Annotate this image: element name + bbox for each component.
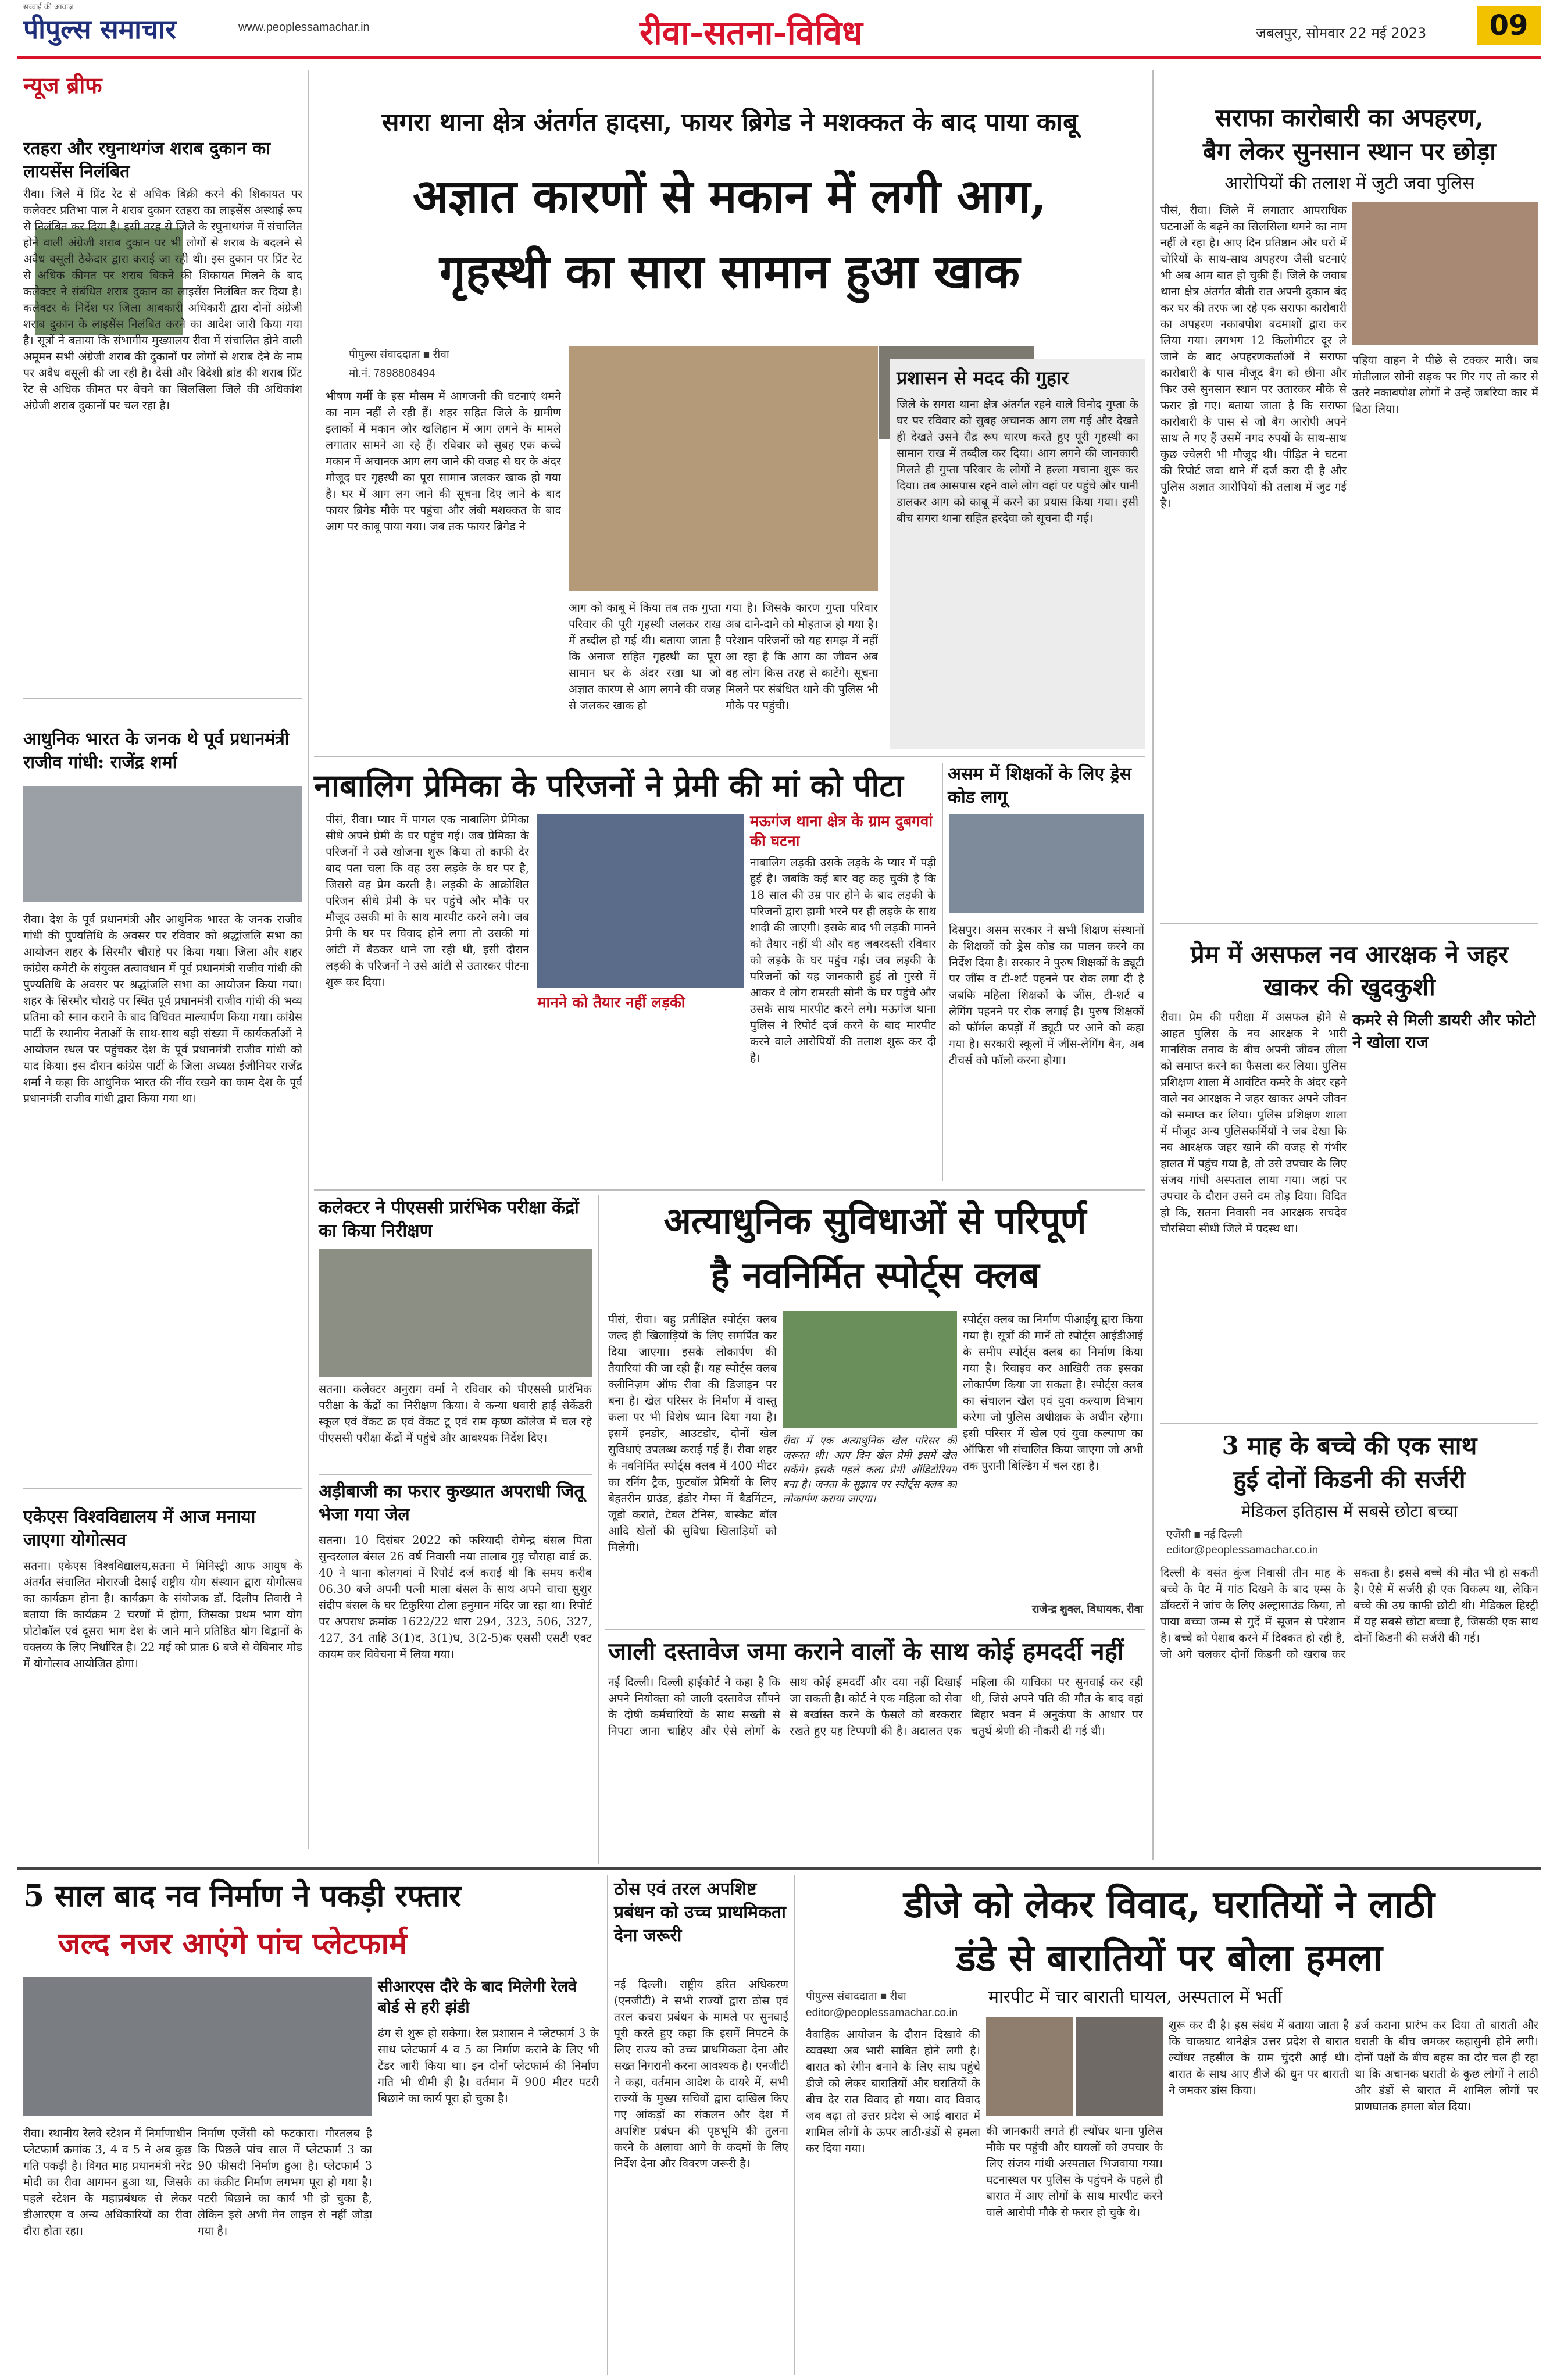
rail-subhead: सीआरएस दौरे के बाद मिलेगी रेलवे बोर्ड से हरी झंडी xyxy=(378,1978,577,2017)
rail-headline-line2: जल्द नजर आएंगे पांच प्लेटफार्म xyxy=(58,1926,408,1961)
dj-byline: पीपुल्स संवाददाता ■ रीवा xyxy=(806,1991,906,2003)
sports-body-col1: पीसं, रीवा। बहु प्रतीक्षित स्पोर्ट्स क्लब जल्द ही खिलाड़ियों के लिए समर्पित कर दिया जाएगा। इसके लोकार्पण की तैयारियां की जा रही हैं। यह स्पोर्ट्स क्लब क्लीनिज़म ऑफ रीवा की डिजाइन पर बना है। खेल परिसर के निर्माण में वास्तु कला पर भी विशेष ध्यान दिया गया है। इसमें इनडोर, आउटडोर, दोनों खेल सुविधाएं उपलब्ध कराई गई हैं। रीवा शहर के नवनिर्मित स्पोर्ट्स क्लब में 400 मीटर का रनिंग ट्रैक, फुटबॉल प्रेमियों के लिए बेहतरीन ग्राउंड, इंडोर गेम्स में बैडमिंटन, जूडो कराते, टेबल टेनिस, बास्केट बॉल आदि खेलों की सुविधा खिलाड़ियों को मिलेगी। xyxy=(608,1313,777,1554)
assam-body: दिसपुर। असम सरकार ने सभी शिक्षण संस्थानों के शिक्षकों को ड्रेस कोड का पालन करने का निर्देश दिया है। सरकार ने पुरुष शिक्षकों के ड्यूटी पर जींस व टी-शर्ट पहनने पर रोक लगा दी है जबकि महिला शिक्षकों के जींस, टी-शर्ट व लेगिंग पहनने पर रोक लगाई है। पुरुष शिक्षकों को फॉर्मल कपड़ों में ड्यूटी पर आने को कहा गया है। सरकारी स्कूलों में जींस-लेगिंग बैन, अब टीचर्स को फॉलो करना होगा। xyxy=(949,923,1144,1067)
kidney-headline-line1: 3 माह के बच्चे की एक साथ xyxy=(1222,1431,1477,1460)
section-title: रीवा-सतना-विविध xyxy=(640,13,863,52)
brief-item2-photo xyxy=(23,786,302,902)
news-brief-tag: न्यूज ब्रीफ xyxy=(23,72,102,98)
rail-body-col3: ढंग से शुरू हो सकेगा। रेल प्रशासन ने प्लेटफार्म 3 के साथ प्लेटफार्म 4 व 5 का निर्माण कराने के लिए भी टेंडर जारी किया था। इन दोनों प्लेटफार्म की निर्माण गति भी धीमी ही है। वर्तमान में 900 मीटर पटरी बिछाने का कार्य पूरा हो चुका है। xyxy=(378,2027,599,2105)
brief-item3-body: सतना। एकेएस विश्वविद्यालय,सतना में मिनिस्ट्री आफ आयुष के अंतर्गत संचालित मोरारजी देसाई राष्ट्रीय योग संस्थान द्वारा योगोत्सव का कार्यक्रम होना है। कार्यक्रम के संयोजक डॉ. दिलीप तिवारी ने बताया कि कार्यक्रम 2 चरणों में होगा, जिसका प्रथम भाग योग प्रोटोकॉल एवं दूसरा भाग देश के जाने माने प्रतिष्ठित योग विद्वानों के वक्तव्य के लिए निर्धारित है। 22 मई को प्रातः 6 बजे से वेबिनार मोड में योगोत्सव आयोजित होगा। xyxy=(23,1559,302,1670)
rail-headline-line1: 5 साल बाद नव निर्माण ने पकड़ी रफ्तार xyxy=(23,1878,462,1914)
minor-subhead: मऊगंज थाना क्षेत्र के ग्राम दुबगवां की घटना xyxy=(750,813,933,850)
section-divider xyxy=(1160,1423,1538,1424)
column-divider xyxy=(607,1875,608,2375)
assam-headline: असम में शिक्षकों के लिए ड्रेस कोड लागू xyxy=(948,764,1131,807)
column-divider xyxy=(598,1195,599,1864)
dj-email[interactable]: editor@peoplessamachar.co.in xyxy=(806,2007,958,2019)
lead-mobile: मो.नं. 7898808494 xyxy=(349,367,435,380)
masthead-logo[interactable]: पीपुल्स समाचार xyxy=(23,13,177,45)
rail-body-col2: निर्माण एजेंसी को फटकारा। गौरतलब है कि पिछले पांच साल में प्लेटफार्म 3 का 90 फीसदी निर्माण हुआ है। प्लेटफार्म 3 का कंक्रीट निर्माण लगभग पूरा हो गया है। पटरी बिछाने का कार्य भी हो चुका है, लेकिन इसे अभी मेन लाइन से नहीं जोड़ा गया है। xyxy=(198,2127,372,2238)
suicide-headline: प्रेम में असफल नव आरक्षक ने जहर खाकर की खुदकुशी xyxy=(1190,940,1509,1001)
brief-divider xyxy=(23,698,302,699)
section-divider xyxy=(605,1629,1145,1630)
section-divider xyxy=(319,1474,592,1475)
minor-photo xyxy=(537,814,744,988)
lead-sidebar-title: प्रशासन से मदद की गुहार xyxy=(897,367,1069,389)
sports-quote: रीवा में एक अत्याधुनिक खेल परिसर की जरूरत थी। आप दिन खेल प्रेमी इसमें खेल सकेंगे। इसके पहले कला प्रेमी ऑडिटोरियम बना है। जनता के सुझाव पर स्पोर्ट्स क्लब का लोकार्पण कराया जाएगा। xyxy=(783,1435,957,1505)
column-divider xyxy=(942,763,943,1181)
suicide-subhead: कमरे से मिली डायरी और फोटो ने खोला राज xyxy=(1352,1010,1536,1052)
column-divider xyxy=(794,1875,795,2375)
exam-headline: कलेक्टर ने पीएससी प्रारंभिक परीक्षा केंद्रों का किया निरीक्षण xyxy=(319,1198,579,1241)
sports-photo xyxy=(783,1311,957,1428)
env-body: नई दिल्ली। राष्ट्रीय हरित अधिकरण (एनजीटी) ने सभी राज्यों द्वारा ठोस एवं तरल कचरा प्रबंधन के मामले पर सुनवाई पूरी करते हुए कहा कि इसमें निपटने के लिए राज्य को उच्च प्राथमिकता देना और सख्त निगरानी करना आवश्यक है। एनजीटी ने कहा, वर्तमान आदेश के दायरे में, सभी राज्यों के मुख्य सचिवों द्वारा दाखिल किए गए आंकड़ों का संकलन और देश में अपशिष्ट प्रबंधन की पृष्ठभूमि की तुलना करने के अलावा आगे के कदमों के लिए निर्देश देना और विवरण जरूरी है। xyxy=(614,1978,788,2170)
kidnap-photo-caption: पहिया वाहन ने पीछे से टक्कर मारी। जब मोतीलाल सोनी सड़क पर गिर गए तो कार से उतरे नकाबपोश लोगों ने उन्हें जबरिया कार में बिठा लिया। xyxy=(1352,353,1538,416)
minor-body-col1: पीसं, रीवा। प्यार में पागल एक नाबालिग प्रेमिका सीधे अपने प्रेमी के घर पहुंच गई। जब प्रेमिका के परिजनों ने उसे खोजना शुरू किया तो काफी देर बाद पता चला कि वह उस लड़के के घर पर है, जिससे वह प्रेम करती है। लड़की के आक्रोशित परिजन सीधे प्रेमी के घर पहुंचे और मौके पर मौजूद उसकी मां के साथ मारपीट करने लगे। जब प्रेमी के घर पर विवाद होने लगा तो उसकी मां आंटी में बैठकर थाने जा रही थी, इसी दौरान लड़की के परिजनों ने उसे आंटी से उतारकर पीटना शुरू कर दिया। xyxy=(326,813,529,989)
minor-body-col2: नाबालिग लड़की उसके लड़के के प्यार में पड़ी हुई है। जबकि कई बार वह कह चुकी है कि 18 साल की उम्र पार होने के बाद लड़की के परिजनों द्वारा हामी भरने पर ही लड़के के साथ शादी की जाएगी। इसके बाद भी लड़की मानने को तैयार नहीं थी और वह जबरदस्ती रविवार को लड़के के घर पहुंच गई। जब लड़की के परिजनों को यह जानकारी हुई तो गुस्से में आकर वे लोग रामरती सोनी के घर पहुंचे और उसके साथ मारपीट करने लगे। मऊगंज थाना पुलिस ने रिपोर्ट दर्ज करने के बाद मारपीट करने वाले आरोपियों की तलाश शुरू कर दी है। xyxy=(750,856,936,1064)
dj-headline-line1: डीजे को लेकर विवाद, घरातियों ने लाठी xyxy=(904,1883,1435,1927)
kidney-byline: एजेंसी ■ नई दिल्ली xyxy=(1166,1529,1242,1541)
brief-divider xyxy=(23,1488,302,1489)
rail-body-col1: रीवा। स्थानीय रेलवे स्टेशन में निर्माणाधीन प्लेटफार्म क्रमांक 3, 4 व 5 ने अब कुछ गति पकड़ी है। विगत माह प्रधानमंत्री नरेंद्र मोदी का रीवा आगमन हुआ था, जिसके पहले स्टेशन के महाप्रबंधक से लेकर डीआरएम व अन्य अधिकारियों का रीवा दौरा होता रहा। xyxy=(23,2127,192,2238)
date-line: जबलपुर, सोमवार 22 मई 2023 xyxy=(1256,25,1427,41)
section-divider xyxy=(1160,923,1538,924)
column-divider xyxy=(1152,70,1154,1860)
sports-body-col2: स्पोर्ट्स क्लब का निर्माण पीआईयू द्वारा किया गया है। सूत्रों की मानें तो स्पोर्ट्स आईडीआई के समीप स्पोर्ट्स क्लब का निर्माण किया गया है। रिवाइव कर आखिरी तक इसका लोकार्पण किया जा सकता है। स्पोर्ट्स क्लब का संचालन खेल एवं युवा कल्याण विभाग करेगा जो पुलिस अधीक्षक के अधीन रहेगा। इसी परिसर में खेल एवं युवा कल्याण का ऑफिस भी संचालित किया जाएगा जो अभी तक पुरानी बिल्डिंग में चल रहा है। xyxy=(963,1313,1143,1473)
fakedocs-body: नई दिल्ली। दिल्ली हाईकोर्ट ने कहा है कि अपने नियोक्ता को जाली दस्तावेज सौंपने के दोषी कर्मचारियों के साथ सख्ती से निपटा जाना चाहिए और ऐसे लोगों के साथ कोई हमदर्दी और दया नहीं दिखाई जा सकती है। कोर्ट ने एक महिला को सेवा से बर्खास्त करने के फैसले को बरकरार रखते हुए यह टिप्पणी की है। अदालत एक महिला की याचिका पर सुनवाई कर रही थी, जिसे अपने पति की मौत के बाद वहां बिहार भवन में अनुकंपा के आधार पर चतुर्थ श्रेणी की नौकरी दी गई थी। xyxy=(608,1675,1143,1738)
dj-photo xyxy=(1076,2017,1163,2116)
column-divider xyxy=(308,70,309,1849)
kidnap-photo xyxy=(1352,202,1538,345)
exam-photo xyxy=(319,1249,592,1377)
masthead-url[interactable]: www.peoplessamachar.in xyxy=(238,21,370,34)
section-divider xyxy=(17,1867,1541,1870)
kidney-subhead: मेडिकल इतिहास में सबसे छोटा बच्चा xyxy=(1241,1502,1458,1521)
gang-body: सतना। 10 दिसंबर 2022 को फरियादी रोमेन्द्र बंसल पिता सुन्दरलाल बंसल 26 वर्ष निवासी नया तालाब गुड़ चौराहा वार्ड क्र. 40 ने थाना कोलगवां में रिपोर्ट दर्ज कराई थी कि समय करीब 06.30 बजे अपनी पत्नी माला बंसल के साथ अपने चाचा सुशुर संदीप बंसल के घर टिकुरिया टोला हनुमान मंदिर जा रहा था। रिपोर्ट पर अपराध क्रमांक 1622/22 धारा 294, 323, 506, 327, 427, 34 ताहि 3(1)द, 3(1)ध, 3(2-5)क एससी एसटी एक्ट कायम कर विवेचना में लिया गया। xyxy=(319,1534,592,1661)
minor-headline: नाबालिग प्रेमिका के परिजनों ने प्रेमी की मां को पीटा xyxy=(314,767,904,804)
assam-photo xyxy=(949,814,1144,913)
lead-sidebar-body: जिले के सगरा थाना क्षेत्र अंतर्गत रहने वाले विनोद गुप्ता के घर पर रविवार को सुबह अचानक आग लग गई और देखते ही देखते उसने रौद्र रूप धारण करते हुए पूरी गृहस्थी का सामान राख में तब्दील कर दिया। आग लगने की जानकारी मिलते ही गुप्ता परिवार के लोगों ने हल्ला मचाना शुरू कर दिया। तब आसपास रहने वाले लोग वहां पर पहुंचे और पानी डालकर आग को काबू में करने का प्रयास किया गया। इसी बीच सगरा थाना सहित हरदेवा को सूचना दी गई। xyxy=(897,398,1138,525)
kidney-email[interactable]: editor@peoplessamachar.co.in xyxy=(1166,1544,1319,1556)
dj-subhead: मारपीट में चार बाराती घायल, अस्पताल में भर्ती xyxy=(988,1987,1283,2007)
kidney-body: दिल्ली के वसंत कुंज निवासी तीन माह के बच्चे के पेट में गांठ दिखने के बाद एम्स के डॉक्टरों ने जांच के लिए अल्ट्रासाउंड किया, तो पाया बच्चा जन्म से गुर्दे में सूजन से परेशान है। बच्चे को पेशाब करने में दिक्कत हो रही है, जो अगे चलकर दोनों किडनी को खराब कर सकता है। इससे बच्चे की मौत भी हो सकती है। ऐसे में सर्जरी ही एक विकल्प था, लेकिन बच्चे की उम्र काफी छोटी थी। मेडिकल हिस्ट्री में यह सबसे छोटा बच्चा है, जिसकी एक साथ दोनों किडनी की सर्जरी की गई। xyxy=(1160,1566,1538,1661)
brief-item2-title: आधुनिक भारत के जनक थे पूर्व प्रधानमंत्री राजीव गांधी: राजेंद्र शर्मा xyxy=(23,729,290,773)
kidnap-headline-line2: बैग लेकर सुनसान स्थान पर छोड़ा xyxy=(1202,137,1497,166)
suicide-body: रीवा। प्रेम की परीक्षा में असफल होने से आहत पुलिस के नव आरक्षक ने भारी मानसिक तनाव के बीच अपनी जीवन लीला को समाप्त करने का फैसला कर लिया। पुलिस प्रशिक्षण शाला में आवंटित कमरे के अंदर रहने वाले नव आरक्षक ने जहर खाकर अपने जीवन को समाप्त कर लिया। पुलिस प्रशिक्षण शाला में मौजूद अन्य पुलिसकर्मियों ने जब देखा कि नव आरक्षक जहर खाने की वजह से गंभीर हालत में पहुंच गया है, तो उसे उपचार के लिए संजय गांधी अस्पताल लाया गया। जहां पर उपचार के दौरान उसने दम तोड़ दिया। विदित हो कि, सतना निवासी नव आरक्षक सचदेव चौरसिया सीधी जिले में पदस्थ था। xyxy=(1160,1010,1347,1235)
kidnap-headline-line1: सराफा कारोबारी का अपहरण, xyxy=(1215,103,1484,132)
dj-body-col4: डर्ज कराना प्रारंभ कर दिया तो बाराती और घराती के बीच जमकर कहासुनी होने लगी। दोनों पक्षों के बीच बहस का दौर चल ही रहा था कि अचानक घराती के कुछ लोगों ने लाठी और डंडों से बारात में शामिल लोगों पर प्राणघातक हमला बोल दिया। xyxy=(1355,2018,1538,2113)
lead-headline-line1: अज्ञात कारणों से मकान में लगी आग, xyxy=(412,169,1047,223)
gang-headline: अड़ीबाजी का फरार कुख्यात अपराधी जितू भेजा गया जेल xyxy=(319,1481,584,1525)
lead-kicker: सगरा थाना क्षेत्र अंतर्गत हादसा, फायर ब्रिगेड ने मशक्कत के बाद पाया काबू xyxy=(381,108,1078,137)
brief-item2-body: रीवा। देश के पूर्व प्रधानमंत्री और आधुनिक भारत के जनक राजीव गांधी की पुण्यतिथि के अवसर पर रविवार को श्रद्धांजलि सभा का आयोजन शहर के सिरमौर चौराहे पर किया गया। जिला और शहर कांग्रेस कमेटी के संयुक्त तत्वावधान में पूर्व प्रधानमंत्री राजीव गांधी की पुण्यतिथि के अवसर पर श्रद्धांजलि सभा का आयोजन किया गया। शहर के सिरमौर चौराहे पर स्थित पूर्व प्रधानमंत्री राजीव गांधी की भव्य प्रतिमा को स्नान कराने के बाद विधिवत माल्यार्पण किया गया। कांग्रेस पार्टी के स्थानीय नेताओं के साथ-साथ बड़ी संख्या में कार्यकर्ताओं ने आयोजन स्थल पर पहुंचकर देश के पूर्व प्रधानमंत्री राजीव गांधी को याद किया। इस दौरान कांग्रेस पार्टी के जिला अध्यक्ष इंजीनियर राजेंद्र शर्मा ने कहा कि आधुनिक भारत की नींव रखने का काम देश के पूर्व प्रधानमंत्री राजीव गांधी द्वारा किया गया था। xyxy=(23,913,302,1105)
lead-fire-photo xyxy=(569,346,878,591)
kidnap-body: पीसं, रीवा। जिले में लगातार आपराधिक घटनाओं के बढ़ने का सिलसिला थमने का नाम नहीं ले रहा है। आए दिन प्रतिष्ठान और घरों में चोरियों के साथ-साथ अपहरण जैसी घटनाएं भी अब आम बात हो चुकी हैं। जिले के जवाब थाना क्षेत्र अंतर्गत बीती रात अपनी दुकान बंद कर घर की तरफ जा रहे एक सराफा कारोबारी का अपहरण नकाबपोश बदमाशों द्वारा कर लिया गया। लगभग 12 किलोमीटर दूर ले जाने के बाद अपहरणकर्ताओं ने सराफा कारोबारी के पास मौजूद बैग को छीना और फिर उसे सुनसान स्थान पर उतारकर मौके से फरार हो गए। बताया जाता है कि सराफा कारोबारी के पास से जो बैग आरोपी अपने साथ ले गए हैं उसमें नगद रुपयों के साथ-साथ कुछ ज्वेलरी भी मौजूद थी। पीड़ित ने घटना की रिपोर्ट जवा थाने में दर्ज करा दी है और पुलिस अज्ञात आरोपियों की तलाश में जुट गई है। xyxy=(1160,203,1347,510)
brief-item3-title: एकेएस विश्वविद्यालय में आज मनाया जाएगा योगोत्सव xyxy=(23,1507,256,1550)
lead-sidebar-box xyxy=(890,359,1145,749)
sports-headline-line2: है नवनिर्मित स्पोर्ट्स क्लब xyxy=(710,1254,1040,1296)
minor-photo-caption: मानने को तैयार नहीं लड़की xyxy=(537,994,685,1012)
exam-body: सतना। कलेक्टर अनुराग वर्मा ने रविवार को पीएससी प्रारंभिक परीक्षा के केंद्रों का निरीक्षण किया। वे कन्या धवारी हाई सेकेंडरी स्कूल एवं वेंकट क्र एवं वेंकट टू एवं राम कृष्ण कॉलेज में चल रहे पीएससी परीक्षा केंद्रों में पहुंचे और आवश्यक निर्देश दिए। xyxy=(319,1382,592,1445)
sports-quote-by: राजेन्द्र शुक्ल, विधायक, रीवा xyxy=(1031,1603,1143,1616)
section-divider xyxy=(314,1189,1145,1191)
brief-item1-title: रतहरा और रघुनाथगंज शराब दुकान का लायसेंस निलंबित xyxy=(23,138,271,182)
dj-headline-line2: डंडे से बारातियों पर बोला हमला xyxy=(956,1936,1383,1980)
section-divider xyxy=(314,756,1145,757)
kidney-headline-line2: हुई दोनों किडनी की सर्जरी xyxy=(1233,1465,1466,1493)
lead-headline-line2: गृहस्थी का सारा सामान हुआ खाक xyxy=(439,244,1020,299)
env-headline: ठोस एवं तरल अपशिष्ट प्रबंधन को उच्च प्राथमिकता देना जरूरी xyxy=(614,1879,786,1946)
lead-body-col1: भीषण गर्मी के इस मौसम में आगजनी की घटनाएं थमने का नाम नहीं ले रही हैं। शहर सहित जिले के ग्रामीण इलाकों में मकान और खलिहान में आग लगने के मामले लगातार सामने आ रहे हैं। रविवार को सुबह एक कच्चे मकान में अचानक आग लग जाने की वजह से घर के अंदर मौजूद घर गृहस्थी का पूरा सामान जलकर खाक हो गया है। घर में आग लग जाने की सूचना दिए जाने के बाद फायर ब्रिगेड मौके पर पहुंचा और लंबी मशक्कत के बाद आग पर काबू पाया गया। जब तक फायर ब्रिगेड ने xyxy=(326,389,561,533)
masthead-tagline: सच्चाई की आवाज़ xyxy=(23,3,74,12)
lead-body-col2: आग को काबू में किया तब तक गुप्ता परिवार की पूरी गृहस्थी जलकर राख में तब्दील हो गई थी। बताया जाता है कि अनाज सहित गृहस्थी का पूरा सामान घर के अंदर रखा था जो अज्ञात कारण से आग लगने की वजह से जलकर खाक हो xyxy=(569,601,721,712)
lead-body-col3: गया है। जिसके कारण गुप्ता परिवार अब दाने-दाने को मोहताज हो गया है। परेशान परिजनों को यह समझ में नहीं आ रहा है कि आग का जीवन अब वह लोग किस तरह से काटेंगे। सूचना मिलने पर संबंधित थाने की पुलिस भी मौके पर पहुंची। xyxy=(726,601,878,712)
fakedocs-headline: जाली दस्तावेज जमा कराने वालों के साथ कोई हमदर्दी नहीं xyxy=(608,1637,1124,1666)
brief-item1-body: रीवा। जिले में प्रिंट रेट से अधिक बिक्री करने की शिकायत पर कलेक्टर प्रतिभा पाल ने शराब दुकान रतहरा का लाइसेंस अस्थाई रूप से निलंबित कर दिया है। इसी तरह से जिले के रघुनाथगंज में संचालित होने वाली अंग्रेजी शराब दुकान पर भी लोगों से शराब के बदलने से अवैध वसूली ठेकेदार द्वारा कराई जा रही थी। इस दुकान पर प्रिंट रेट से अधिक कीमत पर शराब बिकने की शिकायत मिलने के बाद कलेक्टर ने संबंधित शराब दुकान का लाइसेंस निलंबित कर दिया है। कलेक्टर के निर्देश पर जिला आबकारी अधिकारी द्वारा दोनों अंग्रेजी शराब दुकान के लाइसेंस निलंबित करने का आदेश जारी किया गया है। सूत्रों ने बताया कि संभागीय मुख्यालय रीवा में संचालित होने वाली अमूमन सभी अंग्रेजी शराब की दुकानों पर लोगों से शराब देने के नाम पर अवैध वसूली की जा रही है। देसी और विदेशी ब्रांड की शराब प्रिंट रेट से अधिक कीमत पर बेचने का सिलसिला जिले की अधिकांश अंग्रेजी शराब दुकानों पर चल रहा है। xyxy=(23,187,302,412)
kidnap-subhead: आरोपियों की तलाश में जुटी जवा पुलिस xyxy=(1224,173,1474,194)
dj-body-col2: की जानकारी लगते ही ल्योंधर थाना पुलिस मौके पर पहुंची और घायलों को उपचार के लिए संजय गांधी अस्पताल भिजवाया गया। घटनास्थल पर पुलिस के पहुंचने के पहले ही बारात में आए लोगों के साथ मारपीट करने वाले आरोपी मौके से फरार हो चुके थे। xyxy=(986,2124,1163,2219)
lead-byline: पीपुल्स संवाददाता ■ रीवा xyxy=(349,349,449,361)
rail-photo xyxy=(23,1977,372,2116)
dj-body-col1: वैवाहिक आयोजन के दौरान दिखावे की व्यवस्था अब भारी साबित होने लगी है। बारात को रंगीन बनाने के लिए साथ पहुंचे डीजे को लेकर बारातियों और घरातियों के बीच देर रात विवाद हो गया। वाद विवाद जब बढ़ा तो उत्तर प्रदेश से आई बारात में शामिल लोगों के ऊपर लाठी-डंडों से हमला कर दिया गया। xyxy=(806,2028,980,2155)
masthead-rule xyxy=(17,56,1541,59)
page-number: 09 xyxy=(1477,6,1541,45)
dj-photo xyxy=(986,2017,1073,2116)
sports-headline-line1: अत्याधुनिक सुविधाओं से परिपूर्ण xyxy=(663,1199,1087,1242)
dj-body-col3: शुरू कर दी है। इस संबंध में बताया जाता है कि चाकघाट थानेक्षेत्र उत्तर प्रदेश से बारात ल्योंधर तहसील के ग्राम चुंदरी आई थी। बारात के साथ आए डीजे की धुन पर बाराती ने जमकर डांस किया। xyxy=(1169,2018,1349,2097)
